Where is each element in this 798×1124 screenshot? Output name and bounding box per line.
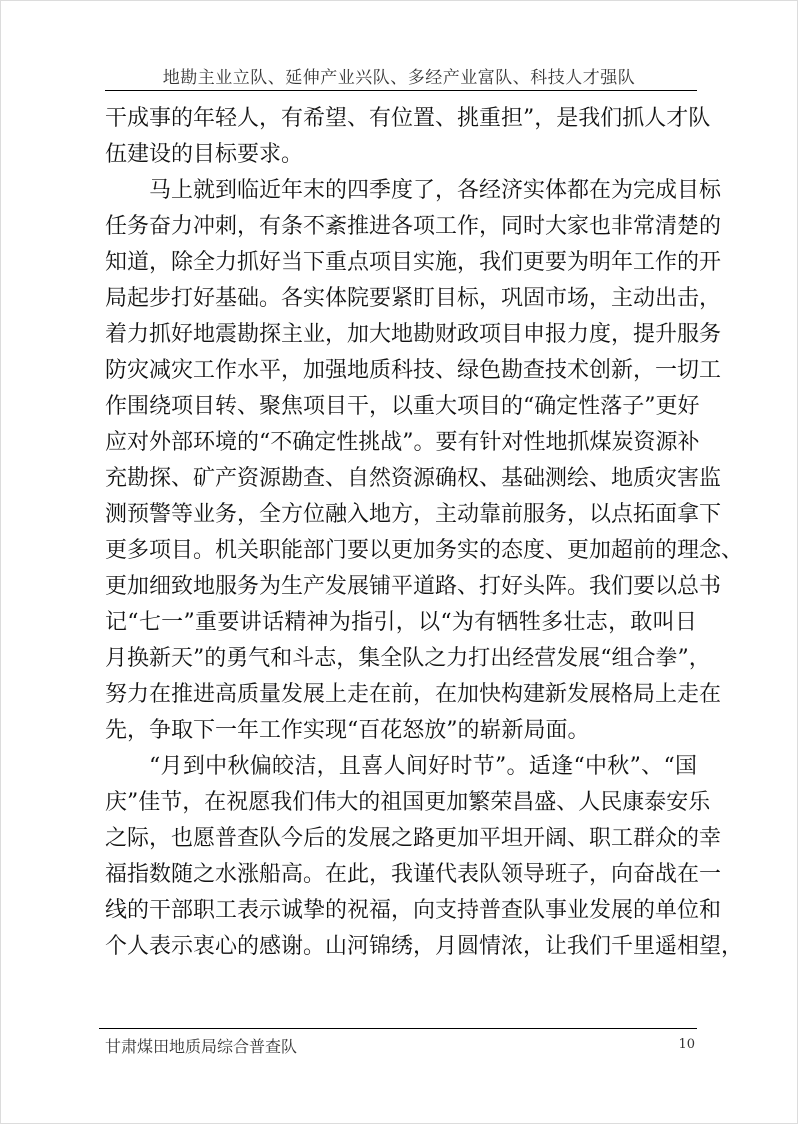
text-line: 个人表示衷心的感谢。山河锦绣，月圆情浓，让我们千里遥相望， — [105, 934, 744, 959]
footer-divider — [99, 1028, 697, 1029]
text-line: 局起步打好基础。各实体院要紧盯目标，巩固市场，主动出击， — [105, 286, 722, 311]
header-divider — [105, 90, 697, 91]
text-line: 应对外部环境的“不确定性挑战”。要有针对性地抓煤炭资源补 — [105, 430, 700, 455]
text-line: 充勘探、矿产资源勘查、自然资源确权、基础测绘、地质灾害监 — [105, 466, 722, 491]
text-line: 干成事的年轻人，有希望、有位置、挑重担”，是我们抓人才队 — [105, 106, 711, 131]
text-line: 更加细致地服务为生产发展铺平道路、打好头阵。我们要以总书 — [105, 574, 722, 599]
page-number: 10 — [678, 1037, 695, 1052]
text-line: 月换新天”的勇气和斗志，集全队之力打出经营发展“组合拳”， — [105, 646, 711, 671]
text-line: 之际，也愿普查队今后的发展之路更加平坦开阔、职工群众的幸 — [105, 826, 722, 851]
text-line: 任务奋力冲刺，有条不紊推进各项工作，同时大家也非常清楚的 — [105, 214, 722, 239]
text-line: 伍建设的目标要求。 — [105, 142, 304, 167]
text-line: 作围绕项目转、聚焦项目干，以重大项目的“确定性落子”更好 — [105, 394, 700, 419]
text-line: 更多项目。机关职能部门要以更加务实的态度、更加超前的理念、 — [105, 538, 744, 563]
text-line: “月到中秋偏皎洁，且喜人间好时节”。适逢“中秋”、“国 — [149, 754, 697, 779]
text-line: 线的干部职工表示诚挚的祝福，向支持普查队事业发展的单位和 — [105, 898, 722, 923]
text-line: 先，争取下一年工作实现“百花怒放”的崭新局面。 — [105, 718, 590, 743]
text-line: 测预警等业务，全方位融入地方，主动靠前服务，以点拓面拿下 — [105, 502, 722, 527]
text-line: 马上就到临近年末的四季度了，各经济实体都在为完成目标 — [149, 178, 722, 203]
body-text — [105, 101, 744, 965]
text-line: 福指数随之水涨船高。在此，我谨代表队领导班子，向奋战在一 — [105, 862, 722, 887]
text-line: 庆”佳节，在祝愿我们伟大的祖国更加繁荣昌盛、人民康泰安乐 — [105, 790, 711, 815]
running-header: 地勘主业立队、延伸产业兴队、多经产业富队、科技人才强队 — [162, 68, 636, 88]
text-line: 着力抓好地震勘探主业，加大地勘财政项目申报力度，提升服务 — [105, 322, 722, 347]
text-line: 记“七一”重要讲话精神为指引，以“为有牺牲多壮志，敢叫日 — [105, 610, 697, 635]
text-line: 知道，除全力抓好当下重点项目实施，我们更要为明年工作的开 — [105, 250, 722, 275]
text-line: 努力在推进高质量发展上走在前，在加快构建新发展格局上走在 — [105, 682, 722, 707]
text-line: 防灾减灾工作水平，加强地质科技、绿色勘查技术创新，一切工 — [105, 358, 722, 383]
footer-organization: 甘肃煤田地质局综合普查队 — [105, 1037, 298, 1056]
